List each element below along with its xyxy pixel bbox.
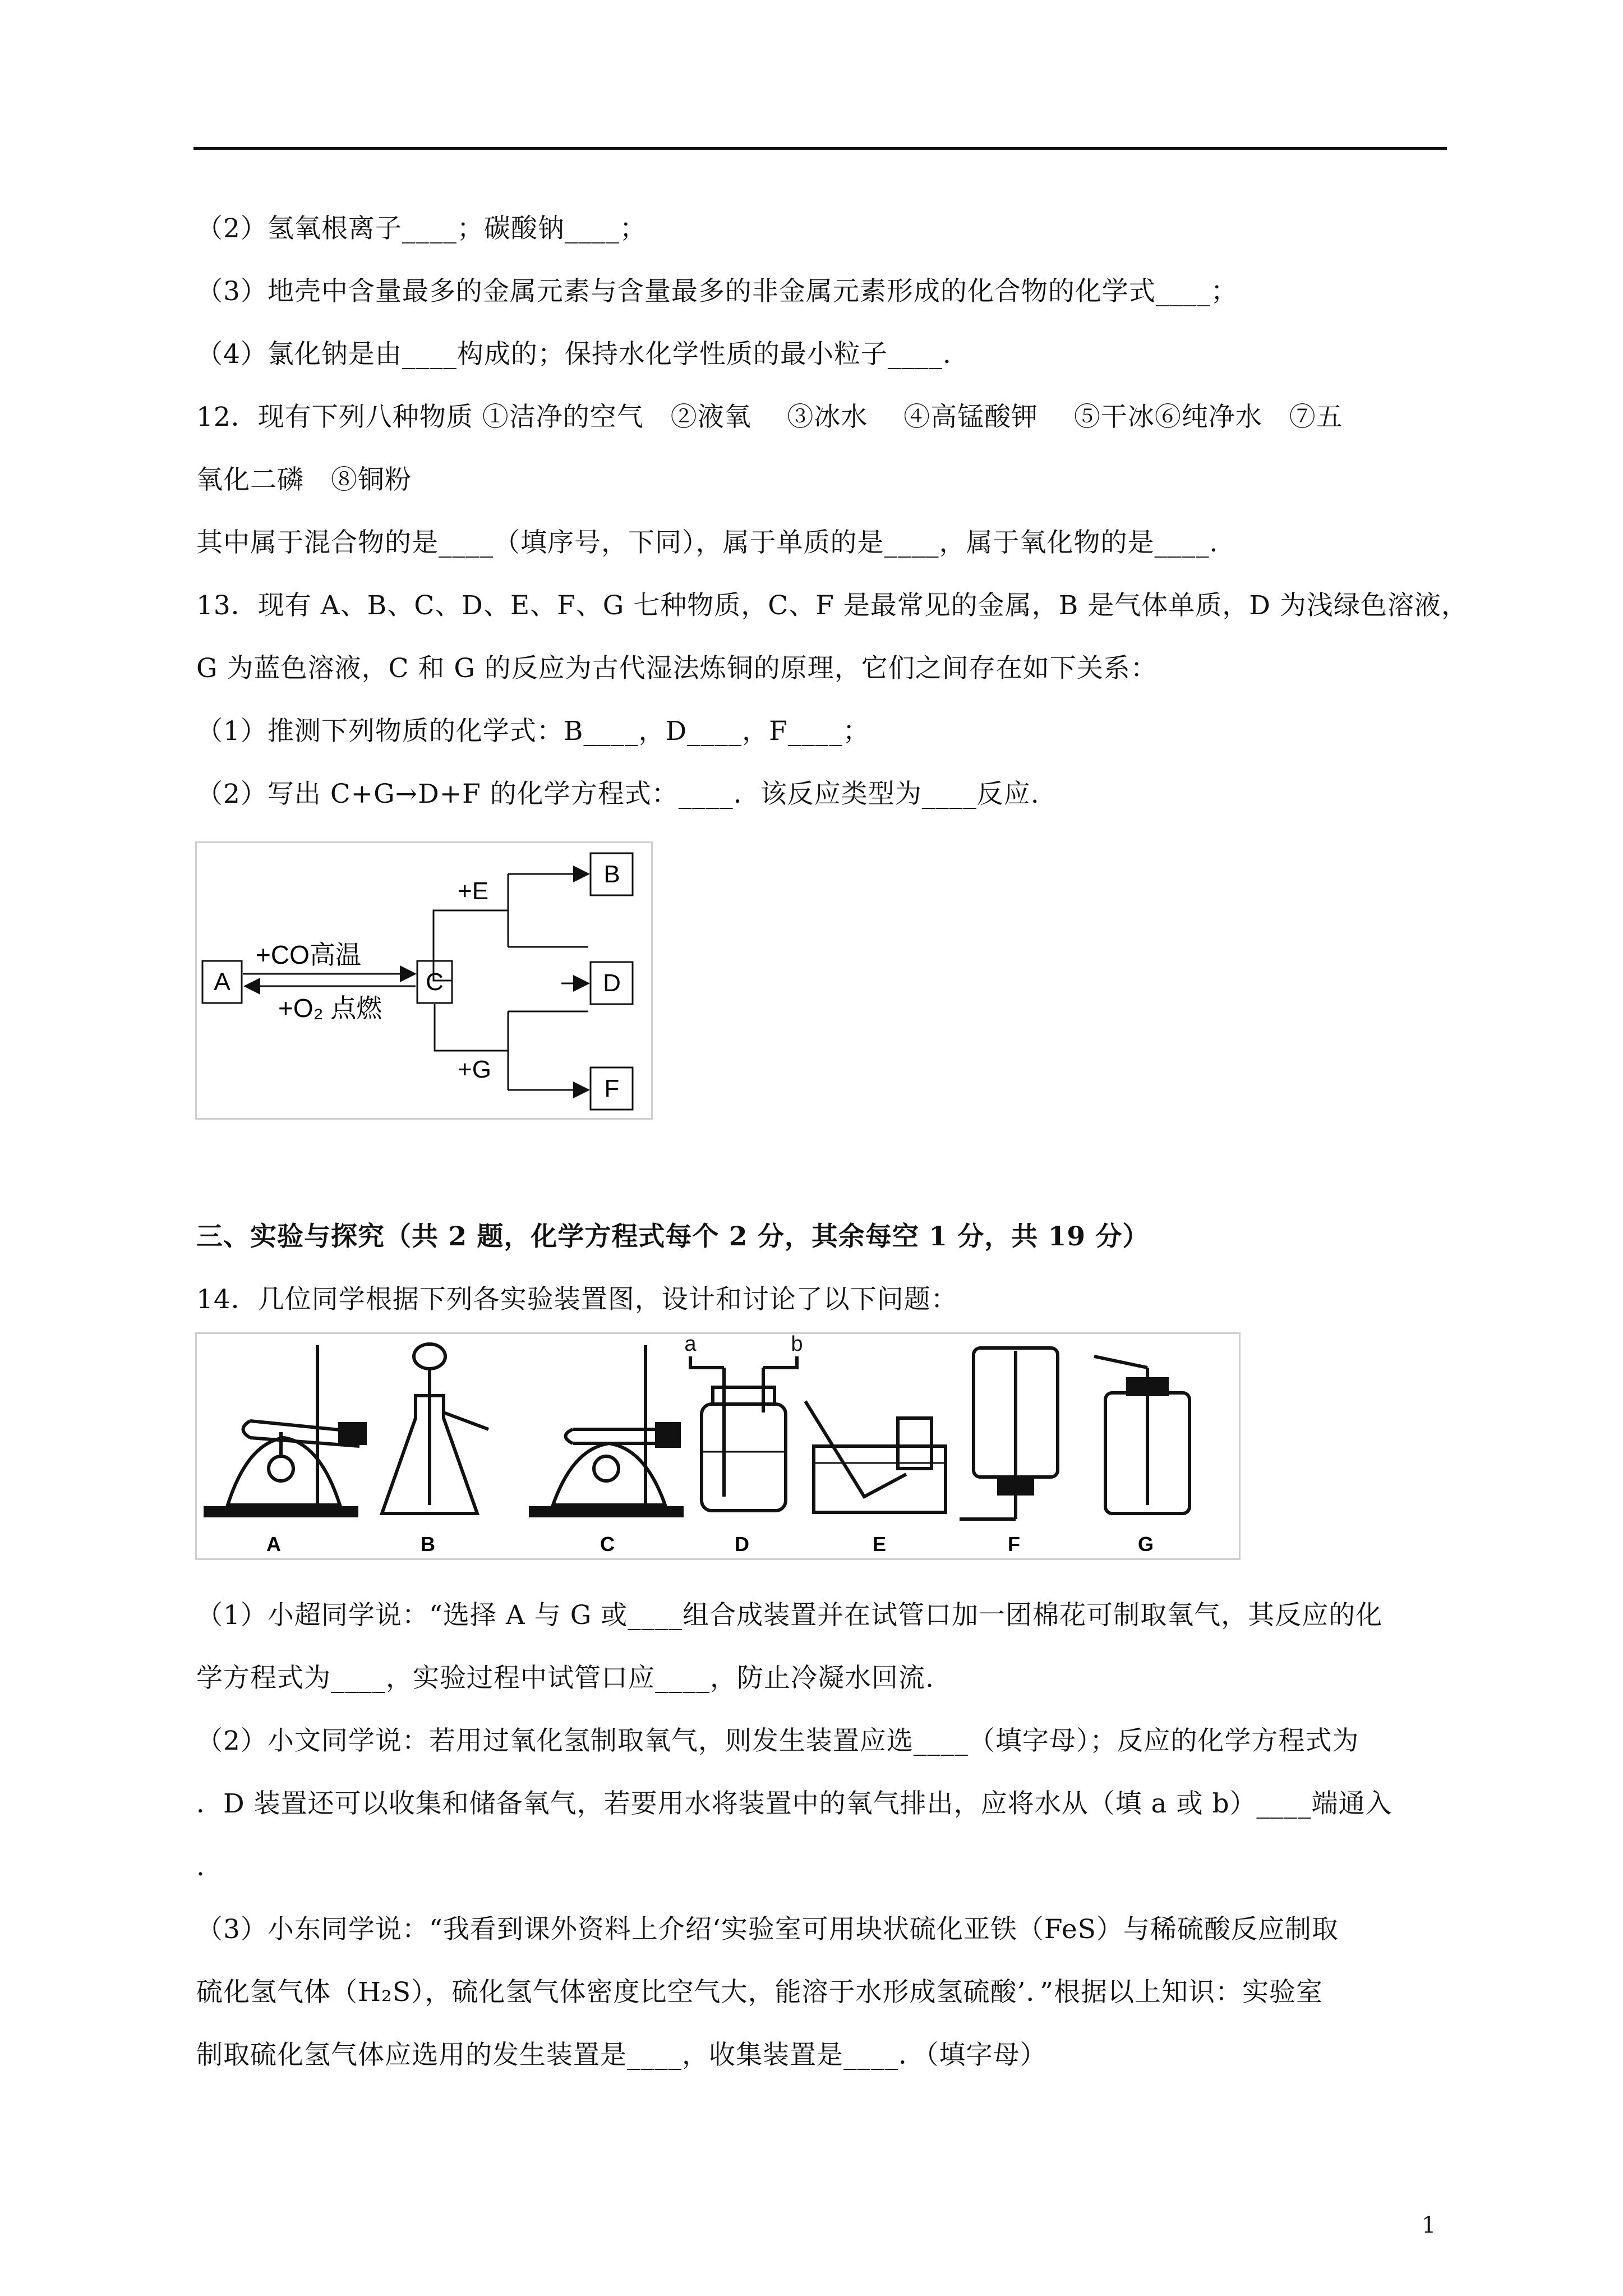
apparatus-label-e: E — [872, 1533, 887, 1556]
q13-part2: （2）写出 C+G→D+F 的化学方程式：____．该反应类型为____反应. — [196, 779, 1040, 809]
header-rule — [193, 147, 1447, 150]
reaction-diagram — [195, 841, 653, 1120]
apparatus-e — [805, 1401, 946, 1512]
port-b-label: b — [791, 1334, 803, 1356]
q11-part4: （4）氯化钠是由____构成的；保持水化学性质的最小粒子____. — [196, 339, 952, 370]
apparatus-a — [205, 1345, 365, 1516]
q14-part2: （2）小文同学说：若用过氧化氢制取氧气，则发生装置应选____（填字母）；反应的化学方程式为 — [196, 1726, 1359, 1756]
q14-part1-cont: 学方程式为____，实验过程中试管口应____，防止冷凝水回流. — [196, 1663, 934, 1694]
q14-part1: （1）小超同学说：“选择 A 与 G 或____组合成装置并在试管口加一团棉花可制取氧气，其反应的化 — [196, 1600, 1383, 1631]
apparatus-label-f: F — [1008, 1533, 1020, 1556]
arrow-top-label: +CO高温 — [256, 940, 361, 969]
apparatus-label-d: D — [735, 1533, 749, 1556]
apparatus-g — [1094, 1356, 1189, 1513]
q14-part3: （3）小东同学说：“我看到课外资料上介绍‘实验室可用块状硫化亚铁（FeS）与稀硫酸反应制取 — [196, 1914, 1339, 1945]
branch-bottom-label: +G — [458, 1056, 491, 1083]
apparatus-label-a: A — [266, 1533, 281, 1556]
q12-stem-cont: 氧化二磷 ⑧铜粉 — [196, 464, 412, 495]
branch-top-label: +E — [458, 877, 489, 905]
q12-question: 其中属于混合物的是____（填序号，下同），属于单质的是____，属于氧化物的是____. — [196, 527, 1219, 558]
apparatus-c — [531, 1345, 682, 1516]
q13-part1: （1）推测下列物质的化学式：B____，D____，F____； — [196, 716, 870, 747]
q11-part3: （3）地壳中含量最多的金属元素与含量最多的非金属元素形成的化合物的化学式____； — [196, 276, 1238, 307]
q13-stem-cont: G 为蓝色溶液，C 和 G 的反应为古代湿法炼铜的原理，它们之间存在如下关系： — [196, 653, 1158, 684]
q12-stem: 12．现有下列八种物质 ①洁净的空气 ②液氧 ③冰水 ④高锰酸钾 ⑤干冰⑥纯净水 ⑦五 — [196, 402, 1343, 432]
q14-part2-cont: ．D 装置还可以收集和储备氧气，若要用水将装置中的氧气排出，应将水从（填 a 或 b）____端通入 — [196, 1788, 1393, 1819]
q11-part2: （2）氢氧根离子____；碳酸钠____； — [196, 213, 647, 244]
q14-part3-end: 制取硫化氢气体应选用的发生装置是____，收集装置是____．（填字母） — [196, 2040, 1047, 2070]
apparatus-b — [382, 1344, 488, 1513]
q13-stem: 13．现有 A、B、C、D、E、F、G 七种物质，C、F 是最常见的金属，B 是气体单质，D 为浅绿色溶液， — [196, 590, 1468, 621]
apparatus-f — [960, 1348, 1058, 1519]
apparatus-label-g: G — [1137, 1533, 1154, 1556]
q14-part2-end: . — [196, 1851, 205, 1882]
section-3-heading: 三、实验与探究（共 2 题，化学方程式每个 2 分，其余每空 1 分，共 19 分） — [196, 1221, 1150, 1252]
branch-lower — [435, 1004, 508, 1051]
arrow-bottom-label: +O₂ 点燃 — [278, 993, 382, 1023]
page-number: 1 — [1422, 2212, 1436, 2238]
port-a-label: a — [684, 1334, 697, 1356]
box-b-label: B — [603, 861, 620, 888]
apparatus-d — [684, 1334, 803, 1511]
box-d-label: D — [603, 969, 621, 997]
apparatus-label-b: B — [421, 1533, 435, 1556]
box-f-label: F — [604, 1075, 620, 1102]
box-a-label: A — [214, 968, 230, 996]
box-c-label: C — [426, 968, 444, 996]
q14-stem: 14．几位同学根据下列各实验装置图，设计和讨论了以下问题： — [196, 1284, 958, 1315]
apparatus-label-c: C — [600, 1533, 615, 1556]
q14-part3-cont: 硫化氢气体（H₂S），硫化氢气体密度比空气大，能溶于水形成氢硫酸’．”根据以上知识：实验室 — [196, 1977, 1323, 2008]
apparatus-labels — [195, 1526, 1237, 1559]
